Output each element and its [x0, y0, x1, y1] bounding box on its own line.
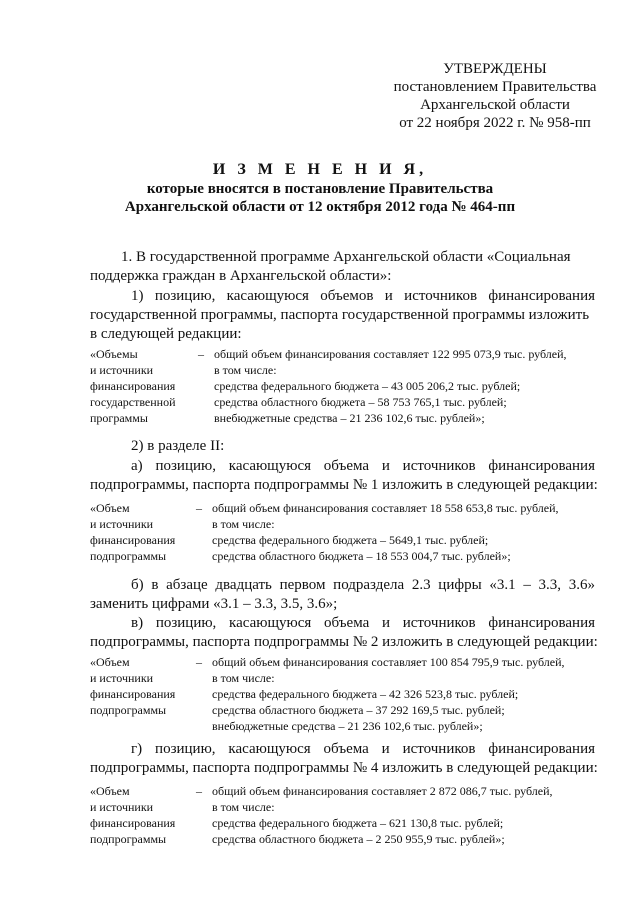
title-subheading: которые вносятся в постановление Правительства [146, 181, 494, 197]
passport-dash: – [198, 347, 204, 361]
paragraph-item-1: 1. В государственной программе Архангельской области «Социальная поддержка граждан в Архангельской области»: [90, 249, 571, 284]
passport-dash: – [196, 784, 202, 798]
passport-block-3 [90, 654, 610, 736]
approval-stamp [380, 60, 610, 132]
approved-date: от 22 ноября 2022 г. № 958-пп [399, 115, 591, 131]
paragraph-item-2: 2) в разделе II: [131, 438, 225, 454]
paragraph-item-1-1: 1) позицию, касающуюся объемов и источников финансирования государственной программы, паспорта государственной программы изложить в следующей редакции: [90, 288, 595, 342]
passport-values: общий объем финансирования составляет 100 854 795,9 тыс. рублей, в том числе: средства федерального бюджета – 42 326 523,8 тыс. рублей; средства областного бюджета – 37 292 169,5 тыс. рублей; внебюджетные средства – 21 236 102,6 тыс. рублей»; [212, 655, 565, 733]
passport-label: «Объем и источники финансирования подпрограммы [90, 784, 176, 846]
passport-label: «Объем и источники финансирования подпрограммы [90, 501, 176, 563]
passport-label: «Объемы и источники финансирования государственной программы [90, 347, 176, 425]
title-heading: И З М Е Н Е Н И Я, [212, 161, 428, 178]
paragraph-item-2b: б) в абзаце двадцать первом подраздела 2.3 цифры «3.1 – 3.3, 3.6» заменить цифрами «3.1 – 3.3, 3.5, 3.6»; [90, 577, 595, 612]
approved-region: Архангельской области [420, 97, 570, 113]
passport-values: общий объем финансирования составляет 122 995 073,9 тыс. рублей, в том числе: средства федерального бюджета – 43 005 206,2 тыс. рублей; средства областного бюджета – 58 753 765,1 тыс. рублей; внебюджетные средства – 21 236 102,6 тыс. рублей»; [214, 347, 567, 425]
paragraph-item-2g: г) позицию, касающуюся объема и источников финансирования подпрограммы, паспорта подпрограммы № 4 изложить в следующей редакции: [90, 741, 598, 776]
passport-label: «Объем и источники финансирования подпрограммы [90, 655, 176, 717]
title-reference: Архангельской области от 12 октября 2012 года № 464-пп [124, 199, 516, 215]
approved-by: постановлением Правительства [393, 79, 597, 95]
passport-block-2 [90, 500, 610, 566]
approved-heading: УТВЕРЖДЕНЫ [443, 61, 547, 77]
passport-block-1 [90, 346, 610, 428]
document-title [90, 160, 550, 216]
passport-values: общий объем финансирования составляет 18 558 653,8 тыс. рублей, в том числе: средства федерального бюджета – 5649,1 тыс. рублей; средства областного бюджета – 18 553 004,7 тыс. рублей»; [212, 501, 559, 563]
passport-dash: – [196, 501, 202, 515]
paragraph-item-2a: а) позицию, касающуюся объема и источников финансирования подпрограммы, паспорта подпрограммы № 1 изложить в следующей редакции: [90, 458, 598, 493]
paragraph-item-2v: в) позицию, касающуюся объема и источников финансирования подпрограммы, паспорта подпрограммы № 2 изложить в следующей редакции: [90, 615, 598, 650]
passport-dash: – [196, 655, 202, 669]
passport-values: общий объем финансирования составляет 2 872 086,7 тыс. рублей, в том числе: средства федерального бюджета – 621 130,8 тыс. рублей; средства областного бюджета – 2 250 955,9 тыс. рублей»; [212, 784, 553, 846]
passport-block-4 [90, 783, 610, 849]
